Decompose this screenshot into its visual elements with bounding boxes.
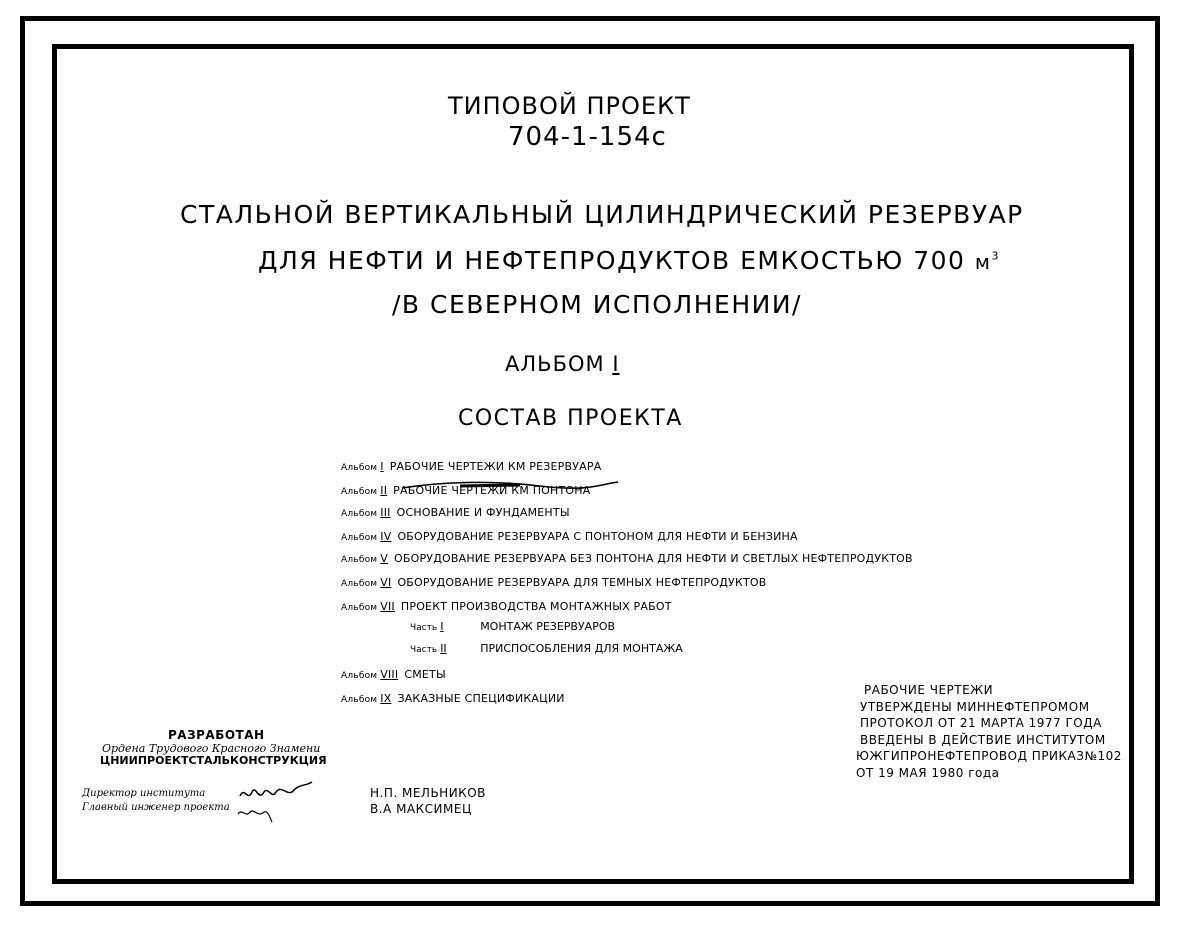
approval-line: ПРОТОКОЛ ОТ 21 МАРТА 1977 ГОДА (860, 716, 1102, 730)
album-row-number: I (380, 460, 384, 473)
part-row (410, 620, 615, 633)
signature-name: Н.П. МЕЛЬНИКОВ (370, 786, 486, 800)
album-row-prefix: Альбом (341, 695, 378, 705)
album-label: АЛЬБОМ (505, 352, 605, 376)
developer-institute: ЦНИИПРОЕКТСТАЛЬКОНСТРУКЦИЯ (100, 754, 327, 767)
approval-line: ВВЕДЕНЫ В ДЕЙСТВИЕ ИНСТИТУТОМ (860, 732, 1106, 747)
album-number: I (612, 352, 620, 376)
album-row-text: РАБОЧИЕ ЧЕРТЕЖИ КМ РЕЗЕРВУАРА (389, 460, 602, 473)
album-row (341, 576, 766, 589)
album-row-text: ПРОЕКТ ПРОИЗВОДСТВА МОНТАЖНЫХ РАБОТ (400, 600, 672, 613)
album-row-number: VII (380, 600, 395, 613)
title-line-2-text: ДЛЯ НЕФТИ И НЕФТЕПРОДУКТОВ ЕМКОСТЬЮ 700 (258, 246, 966, 275)
album-row-text: СМЕТЫ (404, 668, 446, 681)
album-row-prefix: Альбом (341, 463, 378, 473)
album-row-prefix: Альбом (341, 603, 378, 613)
album-row (341, 668, 446, 681)
title-line-1: СТАЛЬНОЙ ВЕРТИКАЛЬНЫЙ ЦИЛИНДРИЧЕСКИЙ РЕЗЕРВУАР (180, 200, 1024, 229)
album-row-text: ОСНОВАНИЕ И ФУНДАМЕНТЫ (396, 506, 570, 519)
album-row (341, 530, 798, 543)
album-row-number: VIII (380, 668, 399, 681)
album-row-number: IV (380, 530, 392, 543)
album-row-text: ОБОРУДОВАНИЕ РЕЗЕРВУАРА БЕЗ ПОНТОНА ДЛЯ НЕФТИ И СВЕТЛЫХ НЕФТЕПРОДУКТОВ (394, 552, 913, 565)
part-row-text: ПРИСПОСОБЛЕНИЯ ДЛЯ МОНТАЖА (480, 642, 683, 655)
album-row-prefix: Альбом (341, 487, 378, 497)
album-row-number: IX (380, 692, 392, 705)
album-row (341, 552, 913, 565)
part-row-prefix: Часть (410, 623, 438, 633)
album-row-prefix: Альбом (341, 555, 378, 565)
album-row-number: III (380, 506, 391, 519)
album-row-number: II (380, 484, 388, 497)
signature-name: В.А МАКСИМЕЦ (370, 802, 472, 816)
album-row-number: VI (380, 576, 392, 589)
album-row-text: ОБОРУДОВАНИЕ РЕЗЕРВУАРА С ПОНТОНОМ ДЛЯ НЕФТИ И БЕНЗИНА (397, 530, 798, 543)
album-row-text: РАБОЧИЕ ЧЕРТЕЖИ КМ ПОНТОНА (393, 484, 591, 497)
album-row-prefix: Альбом (341, 533, 378, 543)
album-row (341, 460, 601, 473)
part-row (410, 642, 683, 655)
part-row-prefix: Часть (410, 645, 438, 655)
album-row (341, 692, 565, 705)
title-line-2-unit: м (974, 250, 992, 274)
approval-line: ЮЖГИПРОНЕФТЕПРОВОД ПРИКАЗ№102 (856, 749, 1122, 763)
chief-engineer-signature-icon (236, 804, 276, 826)
album-row (341, 506, 570, 519)
approval-line: ОТ 19 МАЯ 1980 года (856, 765, 1000, 780)
developer-order: Ордена Трудового Красного Знамени (102, 742, 321, 755)
album-row-prefix: Альбом (341, 671, 378, 681)
part-row-number: I (440, 620, 444, 633)
director-signature-icon (236, 780, 316, 806)
part-row-number: II (440, 642, 447, 655)
album-row-text: ОБОРУДОВАНИЕ РЕЗЕРВУАРА ДЛЯ ТЕМНЫХ НЕФТЕПРОДУКТОВ (397, 576, 767, 589)
title-line-2-superscript: 3 (991, 249, 1000, 263)
title-line-3: /В СЕВЕРНОМ ИСПОЛНЕНИИ/ (392, 290, 802, 319)
composition-title: СОСТАВ ПРОЕКТА (458, 406, 683, 431)
project-label: ТИПОВОЙ ПРОЕКТ (448, 92, 691, 120)
album-row-prefix: Альбом (341, 509, 378, 519)
album-row-prefix: Альбом (341, 579, 378, 589)
developer-heading: РАЗРАБОТАН (168, 728, 265, 742)
album-row (341, 600, 672, 613)
album-heading (505, 352, 620, 376)
album-row-text: ЗАКАЗНЫЕ СПЕЦИФИКАЦИИ (397, 692, 565, 705)
project-number: 704-1-154с (508, 122, 667, 152)
approval-line: УТВЕРЖДЕНЫ МИННЕФТЕПРОМОМ (860, 699, 1090, 714)
signature-role: Главный инженер проекта (82, 802, 230, 813)
title-line-2 (258, 246, 1000, 275)
signature-role: Директор института (82, 788, 206, 799)
strike-mark (400, 478, 620, 494)
part-row-text: МОНТАЖ РЕЗЕРВУАРОВ (480, 620, 616, 633)
album-row-number: V (380, 552, 388, 565)
approval-line: РАБОЧИЕ ЧЕРТЕЖИ (864, 683, 994, 697)
approval-block (856, 682, 1122, 781)
